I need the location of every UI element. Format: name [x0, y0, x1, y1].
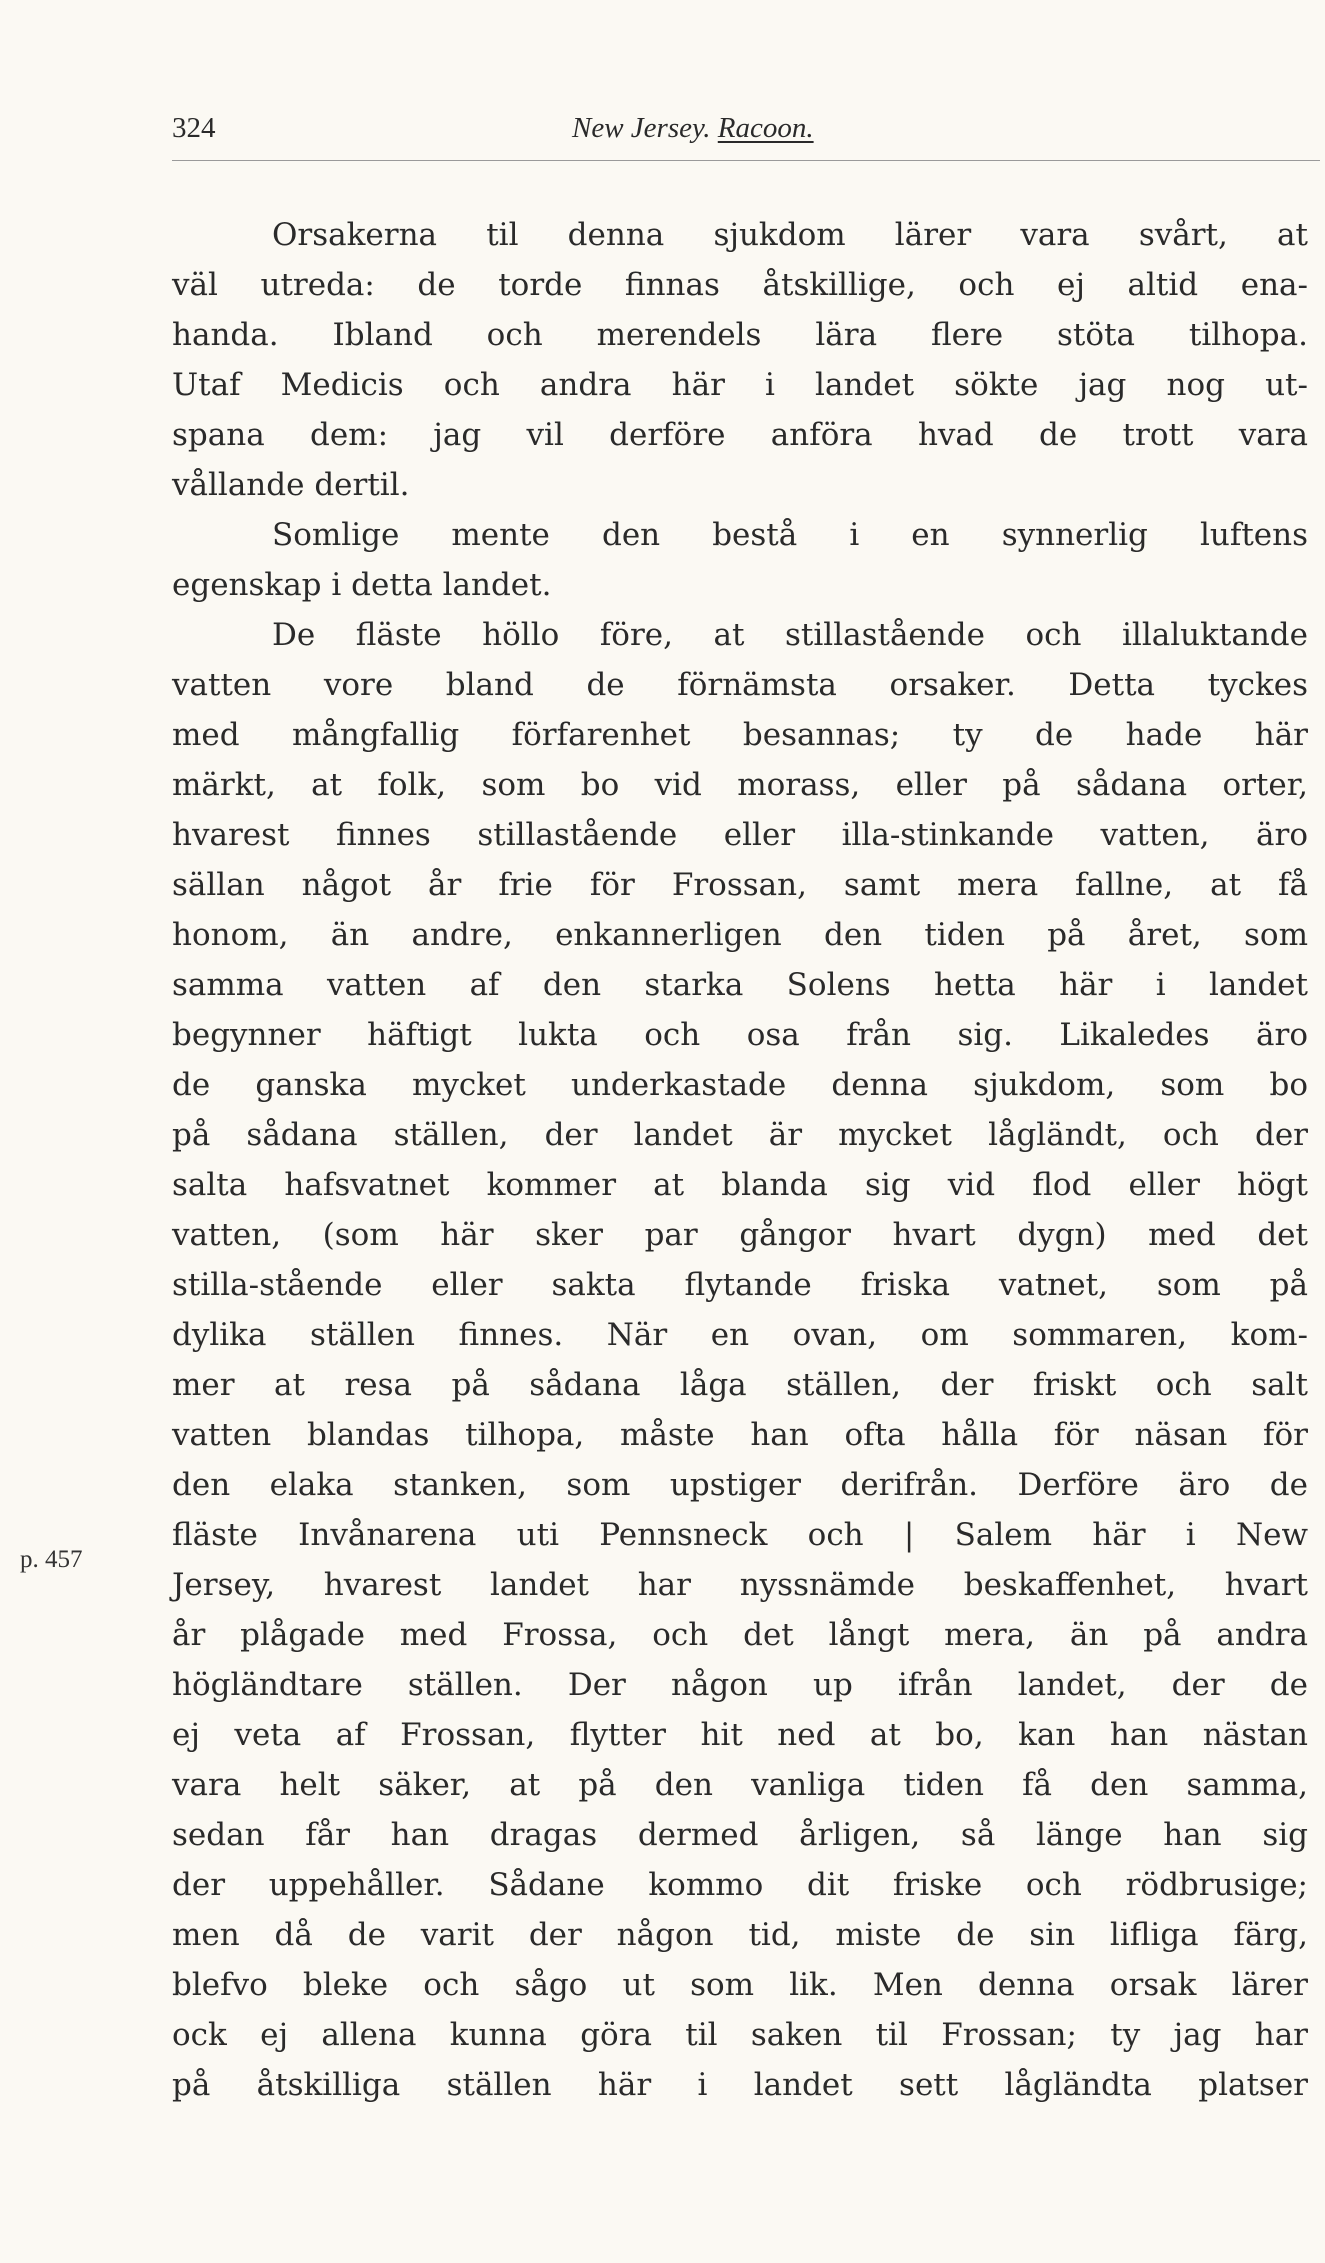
text-line: Somlige mente den bestå i en synnerlig luftens [272, 517, 1308, 553]
text-line: mer at resa på sådana låga ställen, der friskt och salt [172, 1367, 1308, 1403]
text-line: blefvo bleke och sågo ut som lik. Men denna orsak lärer [172, 1967, 1308, 2003]
margin-page-reference: p. 457 [20, 1546, 83, 1573]
text-line: väl utreda: de torde finnas åtskillige, och ej altid ena- [172, 267, 1308, 303]
page-number: 324 [172, 112, 216, 144]
text-line: Orsakerna til denna sjukdom lärer vara svårt, at [272, 217, 1308, 253]
text-line: sedan får han dragas dermed årligen, så länge han sig [172, 1817, 1308, 1853]
text-line: de ganska mycket underkastade denna sjukdom, som bo [172, 1067, 1308, 1103]
text-line: på sådana ställen, der landet är mycket lågländt, och der [172, 1117, 1308, 1153]
text-line: honom, än andre, enkannerligen den tiden på året, som [172, 917, 1308, 953]
text-line: men då de varit der någon tid, miste de sin lifliga färg, [172, 1917, 1308, 1953]
text-line: ej veta af Frossan, flytter hit ned at bo, kan han nästan [172, 1717, 1308, 1753]
text-line: den elaka stanken, som upstiger derifrån. Derföre äro de [172, 1467, 1308, 1503]
text-line: Jersey, hvarest landet har nyssnämde beskaffenhet, hvart [172, 1567, 1308, 1603]
text-line: vatten vore bland de förnämsta orsaker. Detta tyckes [172, 667, 1308, 703]
running-head-place: New Jersey. [572, 112, 711, 144]
text-line: salta hafsvatnet kommer at blanda sig vid flod eller högt [172, 1167, 1308, 1203]
running-head-subject: Racoon. [717, 112, 814, 144]
text-line: egenskap i detta landet. [172, 567, 552, 603]
text-line: med mångfallig förfarenhet besannas; ty de hade här [172, 717, 1308, 753]
text-line: dylika ställen finnes. När en ovan, om sommaren, kom- [172, 1317, 1308, 1353]
text-line: ock ej allena kunna göra til saken til Frossan; ty jag har [172, 2017, 1308, 2053]
page-header [172, 108, 1322, 148]
text-line: Utaf Medicis och andra här i landet sökte jag nog ut- [172, 367, 1308, 403]
text-line: begynner häftigt lukta och osa från sig. Likaledes äro [172, 1017, 1308, 1053]
text-line: De fläste höllo före, at stillastående och illaluktande [272, 617, 1308, 653]
text-line: sällan något år frie för Frossan, samt mera fallne, at få [172, 867, 1308, 903]
text-line: märkt, at folk, som bo vid morass, eller på sådana orter, [172, 767, 1308, 803]
running-head [572, 108, 814, 148]
text-line: vållande dertil. [172, 467, 410, 503]
text-line: der uppehåller. Sådane kommo dit friske och rödbrusige; [172, 1867, 1308, 1903]
text-line: vatten blandas tilhopa, måste han ofta hålla för näsan för [172, 1417, 1308, 1453]
text-line: stilla-stående eller sakta flytande friska vatnet, som på [172, 1267, 1308, 1303]
text-line: på åtskilliga ställen här i landet sett lågländta platser [172, 2067, 1308, 2103]
text-line: vara helt säker, at på den vanliga tiden få den samma, [172, 1767, 1308, 1803]
text-line: fläste Invånarena uti Pennsneck och | Salem här i New [172, 1517, 1308, 1553]
text-line: hvarest finnes stillastående eller illa-stinkande vatten, äro [172, 817, 1308, 853]
header-rule [172, 160, 1320, 161]
body-text [172, 210, 1308, 2110]
text-line: år plågade med Frossa, och det långt mera, än på andra [172, 1617, 1308, 1653]
text-line: handa. Ibland och merendels lära flere stöta tilhopa. [172, 317, 1308, 353]
text-line: högländtare ställen. Der någon up ifrån landet, der de [172, 1667, 1308, 1703]
text-line: samma vatten af den starka Solens hetta här i landet [172, 967, 1308, 1003]
text-line: spana dem: jag vil derföre anföra hvad de trott vara [172, 417, 1308, 453]
text-line: vatten, (som här sker par gångor hvart dygn) med det [172, 1217, 1308, 1253]
